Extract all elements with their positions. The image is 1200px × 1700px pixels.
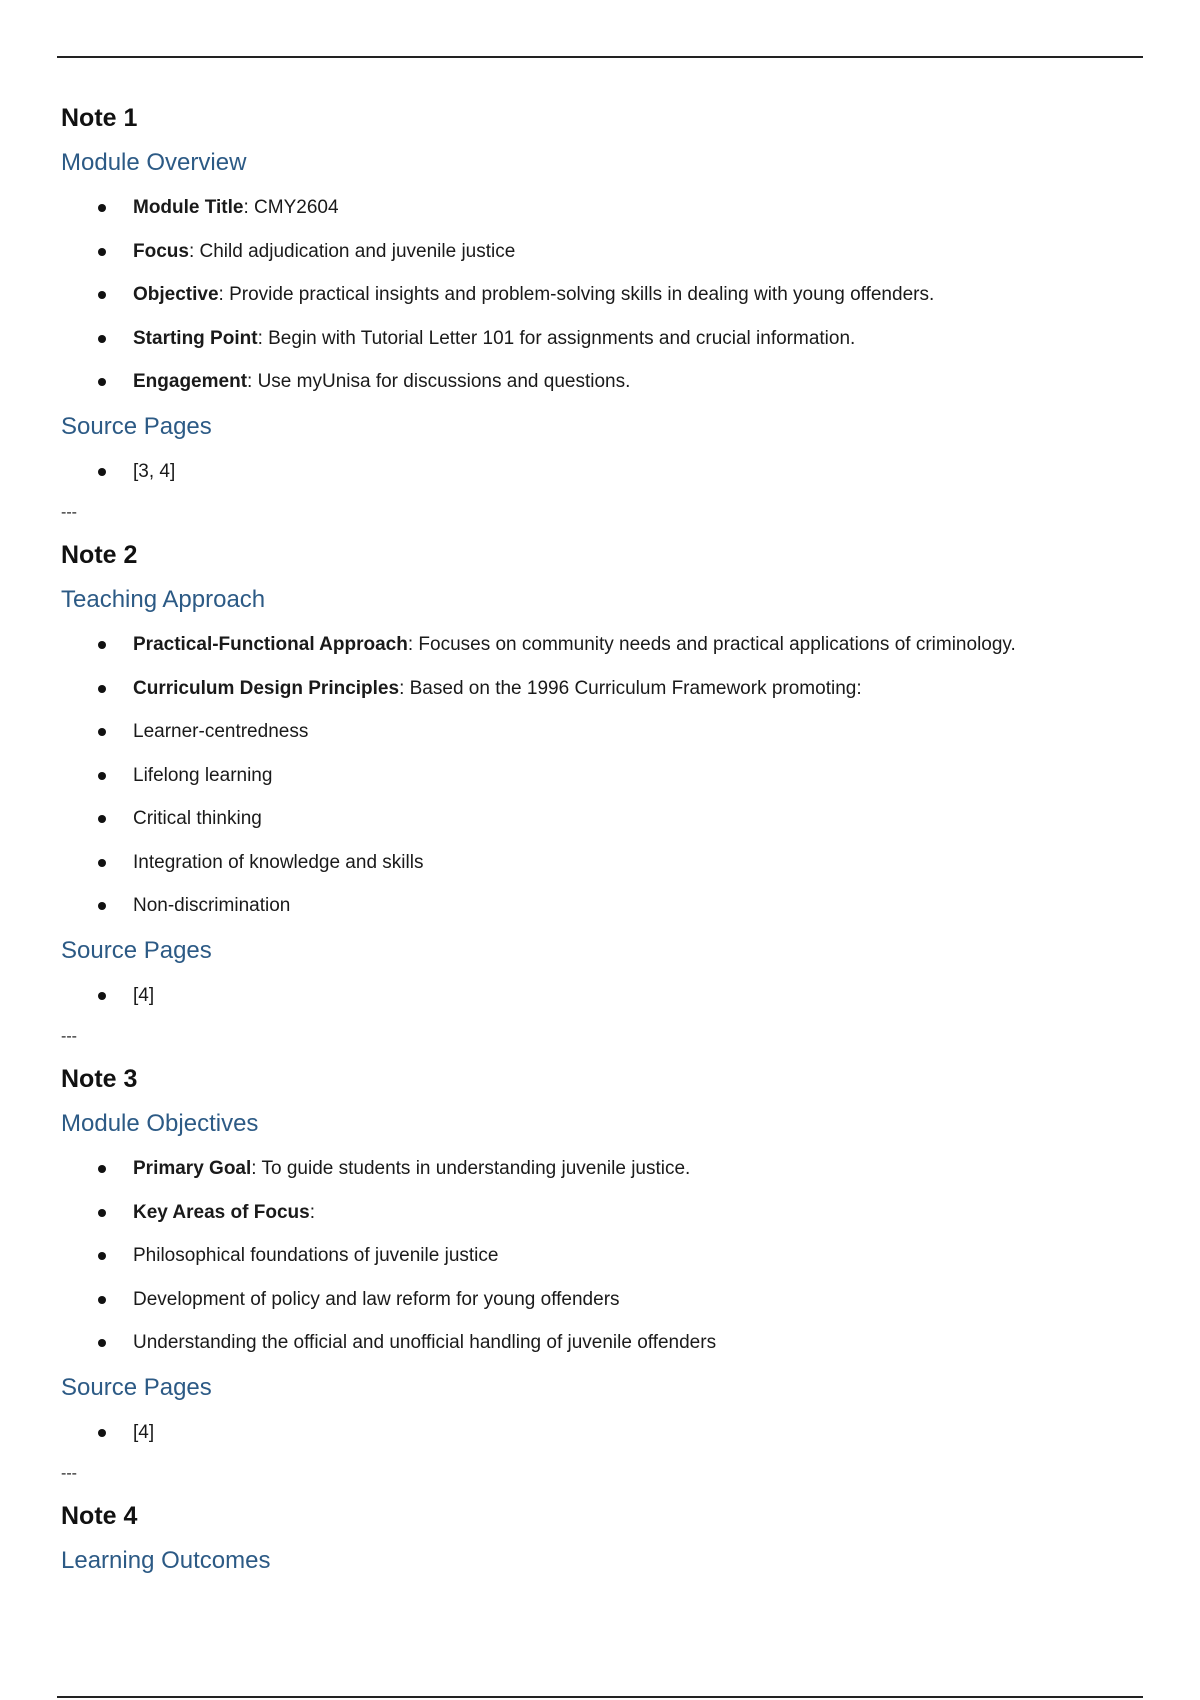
bullet-icon [98, 772, 106, 780]
list-item [61, 884, 1141, 928]
bullet-icon [98, 641, 106, 649]
note-title: Note 2 [61, 541, 138, 569]
section-heading: Teaching Approach [61, 586, 266, 613]
section-heading: Learning Outcomes [61, 1547, 271, 1574]
note-title: Note 1 [61, 104, 138, 132]
source-pages-heading: Source Pages [61, 1373, 212, 1401]
source-pages-heading: Source Pages [61, 936, 212, 964]
item-text: Philosophical foundations of juvenile justice [133, 1245, 499, 1266]
source-page-text: [3, 4] [133, 460, 176, 482]
source-pages-list [61, 450, 1141, 494]
source-page-item [61, 1411, 1141, 1455]
bullet-list [61, 1147, 1141, 1365]
list-item [61, 667, 1141, 711]
list-item [61, 186, 1141, 230]
note-4 [61, 1494, 1141, 1584]
source-page-item [61, 974, 1141, 1018]
note-title: Note 3 [61, 1065, 138, 1093]
item-label: Primary Goal [133, 1158, 252, 1179]
bullet-icon [98, 1252, 106, 1260]
source-pages-list [61, 1411, 1141, 1455]
section-heading: Module Overview [61, 149, 247, 176]
source-page-item [61, 450, 1141, 494]
note-separator: --- [61, 504, 77, 521]
list-item [61, 754, 1141, 798]
note-3 [61, 1057, 1141, 1494]
item-text: : Use myUnisa for discussions and questions. [247, 371, 631, 392]
bottom-rule [57, 1696, 1143, 1698]
list-item [61, 1234, 1141, 1278]
source-page-text: [4] [133, 1421, 155, 1443]
bullet-icon [98, 728, 106, 736]
list-item [61, 797, 1141, 841]
note-1 [61, 96, 1141, 533]
item-text: : Based on the 1996 Curriculum Framework promoting: [399, 677, 862, 699]
item-label: Curriculum Design Principles [133, 677, 400, 699]
item-text: : [309, 1201, 315, 1223]
item-label: Starting Point [133, 327, 258, 349]
bullet-icon [98, 248, 106, 256]
list-item [61, 273, 1141, 317]
item-text: : Provide practical insights and problem-solving skills in dealing with young offenders. [218, 284, 935, 305]
list-item [61, 841, 1141, 885]
item-label: Focus [133, 240, 189, 262]
item-label: Objective [133, 284, 219, 305]
item-label: Key Areas of Focus [133, 1201, 310, 1223]
bullet-icon [98, 1209, 106, 1217]
bullet-icon [98, 1165, 106, 1173]
item-text: Integration of knowledge and skills [133, 851, 424, 873]
note-separator: --- [61, 1465, 77, 1482]
note-separator: --- [61, 1028, 77, 1045]
bullet-icon [98, 468, 106, 476]
item-text: Non-discrimination [133, 895, 291, 916]
top-rule [57, 56, 1143, 58]
item-text: Lifelong learning [133, 764, 273, 786]
item-label: Practical-Functional Approach [133, 634, 408, 655]
note-title: Note 4 [61, 1502, 138, 1530]
list-item [61, 1278, 1141, 1322]
source-pages-heading: Source Pages [61, 412, 212, 440]
list-item [61, 230, 1141, 274]
bullet-icon [98, 1429, 106, 1437]
item-text: : Begin with Tutorial Letter 101 for assignments and crucial information. [257, 327, 856, 349]
item-text: : Focuses on community needs and practical applications of criminology. [407, 634, 1016, 655]
item-text: Understanding the official and unofficial handling of juvenile offenders [133, 1332, 717, 1353]
item-text: : Child adjudication and juvenile justice [188, 240, 516, 262]
note-2 [61, 533, 1141, 1057]
bullet-icon [98, 1296, 106, 1304]
item-label: Module Title [133, 197, 244, 218]
list-item [61, 623, 1141, 667]
list-item [61, 710, 1141, 754]
list-item [61, 1147, 1141, 1191]
item-text: Learner-centredness [133, 721, 309, 742]
list-item [61, 1191, 1141, 1235]
bullet-icon [98, 335, 106, 343]
bullet-icon [98, 902, 106, 910]
bullet-icon [98, 291, 106, 299]
list-item [61, 360, 1141, 404]
bullet-list [61, 186, 1141, 404]
item-text: Development of policy and law reform for young offenders [133, 1288, 620, 1310]
item-text: : CMY2604 [243, 197, 339, 218]
bullet-icon [98, 992, 106, 1000]
item-label: Engagement [133, 371, 248, 392]
section-heading: Module Objectives [61, 1110, 259, 1137]
source-page-text: [4] [133, 984, 155, 1006]
item-text: Critical thinking [133, 808, 262, 829]
bullet-icon [98, 859, 106, 867]
bullet-icon [98, 1339, 106, 1347]
list-item [61, 317, 1141, 361]
item-text: : To guide students in understanding juvenile justice. [251, 1158, 691, 1179]
list-item [61, 1321, 1141, 1365]
source-pages-list [61, 974, 1141, 1018]
bullet-icon [98, 685, 106, 693]
bullet-icon [98, 378, 106, 386]
document-body [61, 96, 1141, 1584]
bullet-list [61, 623, 1141, 928]
bullet-icon [98, 204, 106, 212]
bullet-icon [98, 815, 106, 823]
